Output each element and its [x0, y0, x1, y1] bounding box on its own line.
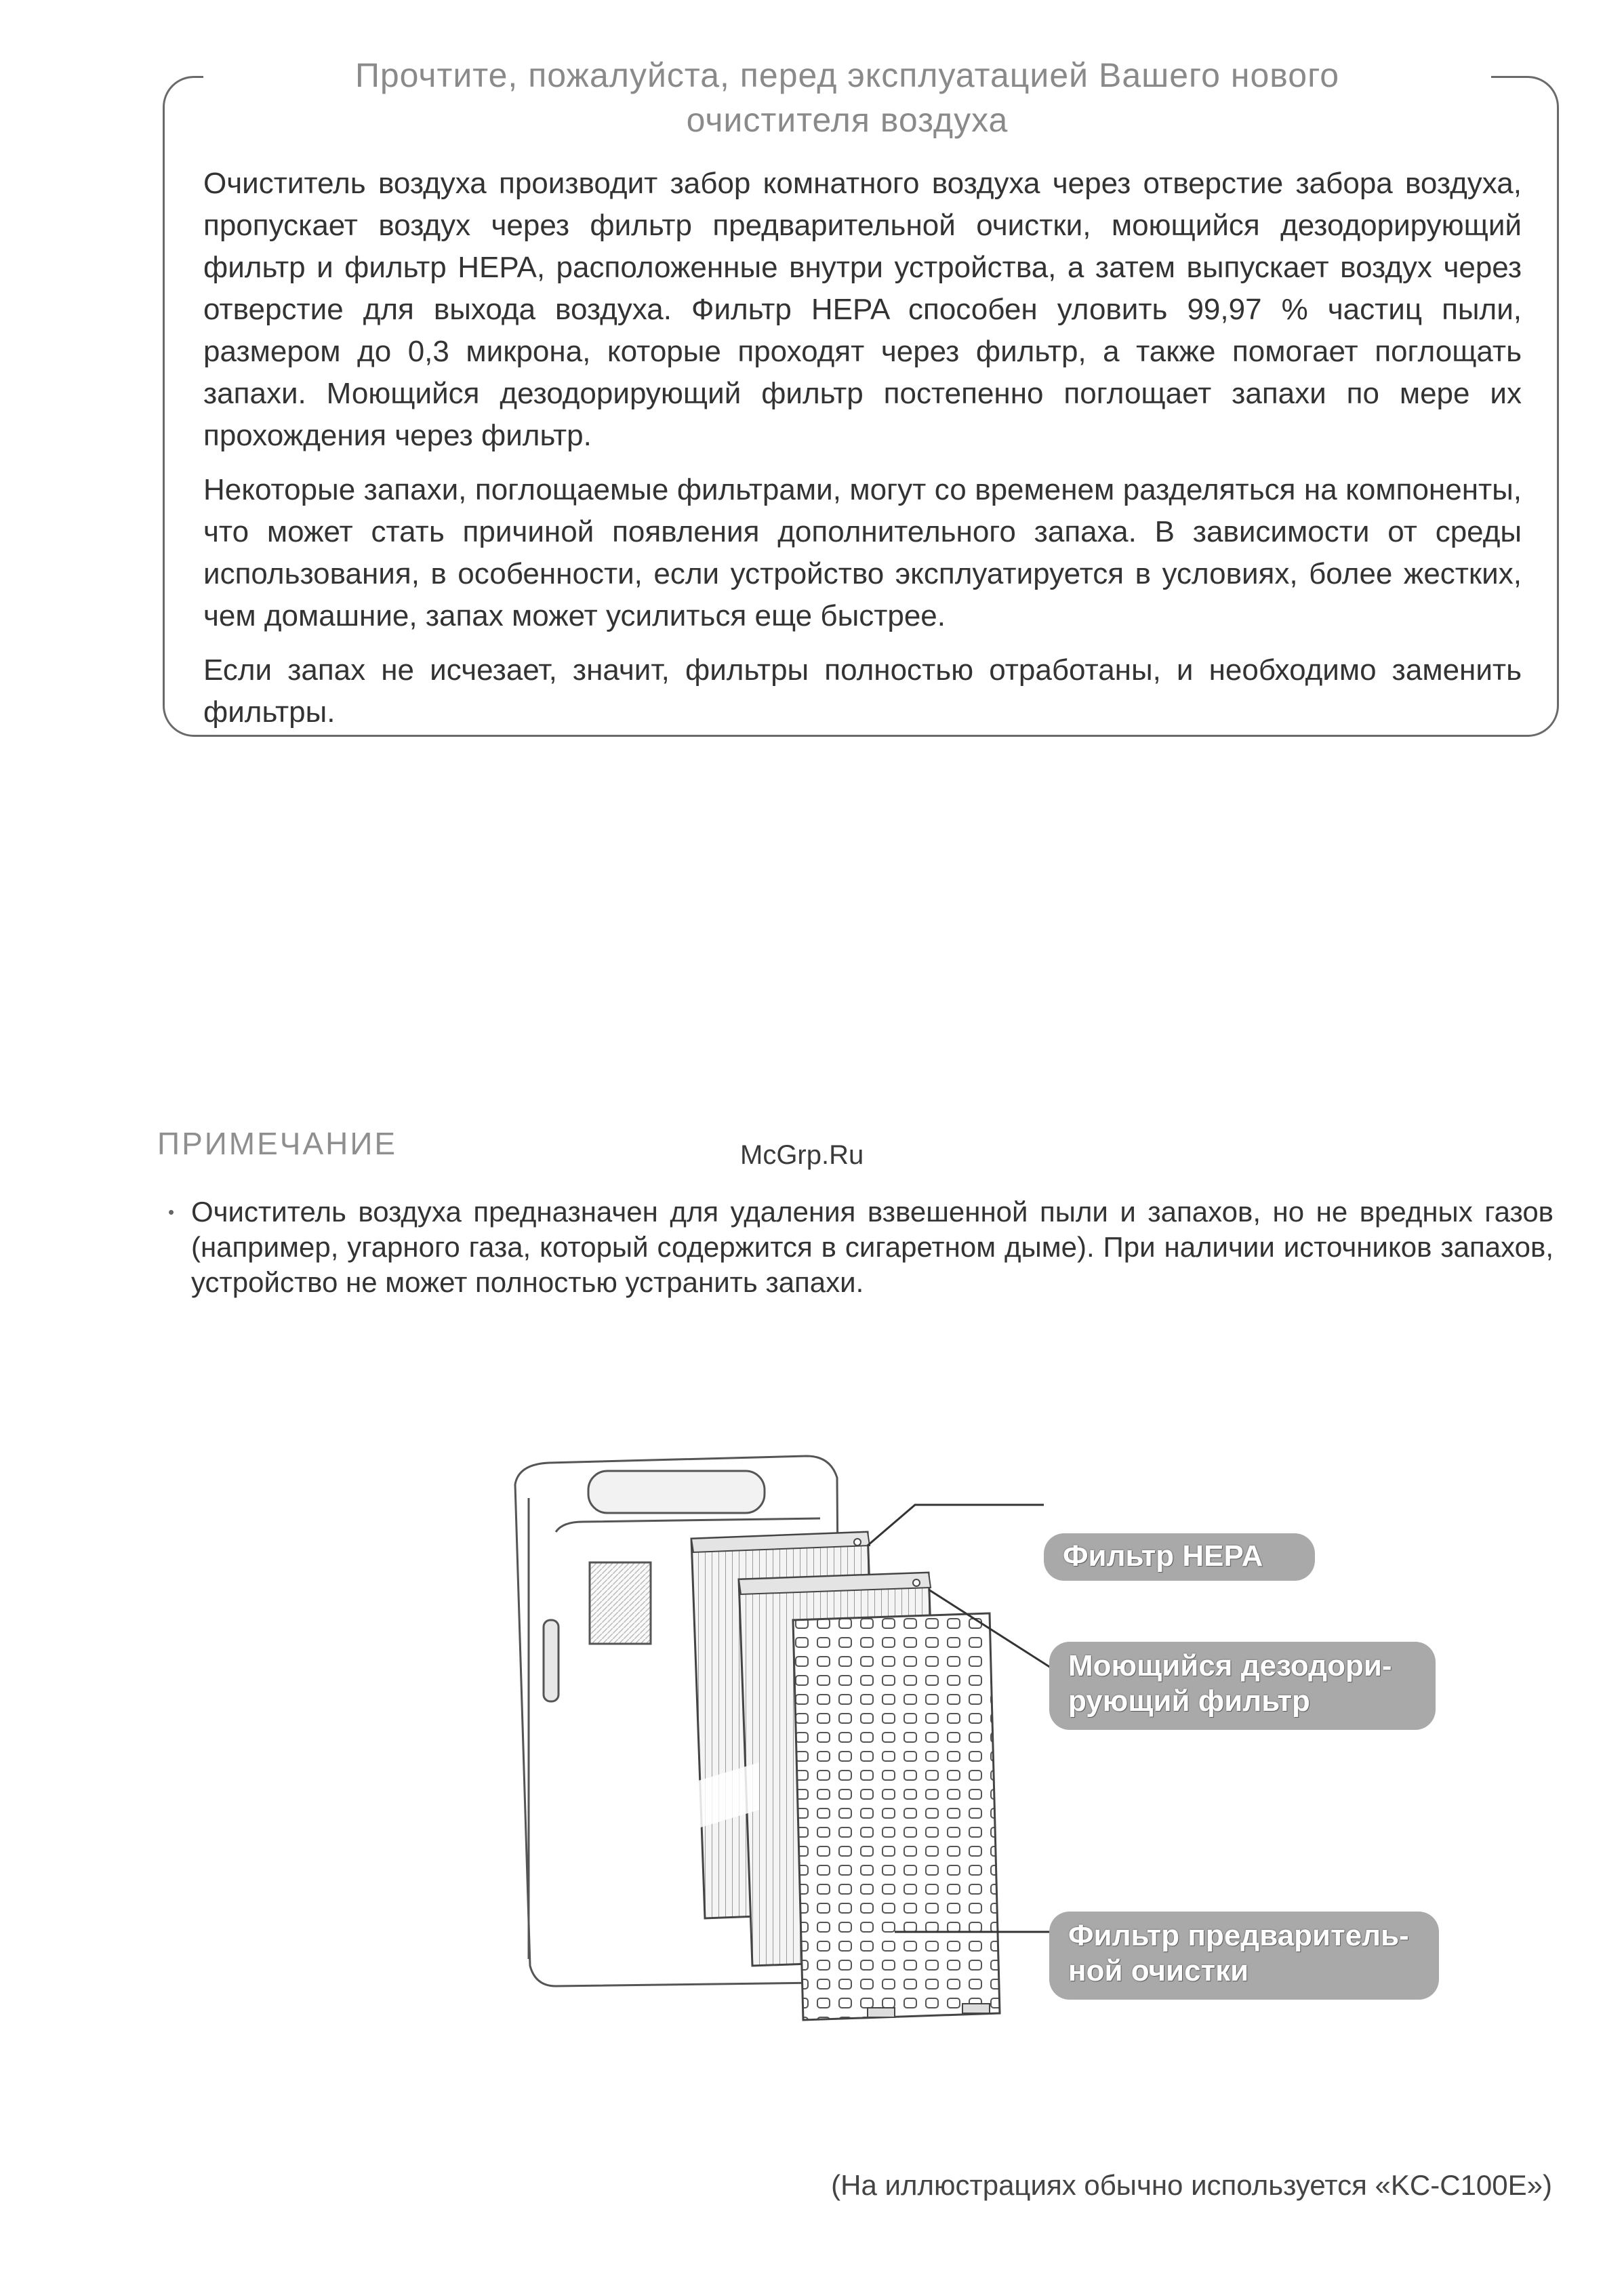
- illustration-footnote: (На иллюстрациях обычно используется «KC-C100E»): [831, 2169, 1552, 2201]
- notice-title-line1: Прочтите, пожалуйста, перед эксплуатацией Вашего нового: [339, 53, 1356, 98]
- notice-paragraph-1: Очиститель воздуха производит забор комнатного воздуха через отверстие забора воздуха, пропускает воздух через фильтр предварительной очистки, моющийся дезодорирующий фильтр и фильтр HEPA, расположенные внутри устройства, а затем выпускает воздух через отверстие для выхода воздуха. Фильтр HEPA способен уловить 99,97 % частиц пыли, размером до 0,3 микрона, которые проходят через фильтр, а также помогает поглощать запахи. Моющийся дезодорирующий фильтр постепенно поглощает запахи по мере их прохождения через фильтр.: [203, 167, 1522, 452]
- pre-filter-shape: [793, 1613, 1000, 2020]
- watermark: McGrp.Ru: [740, 1140, 864, 1170]
- note-heading: ПРИМЕЧАНИЕ: [157, 1126, 398, 1161]
- notice-paragraph-3: Если запах не исчезает, значит, фильтры полностью отработаны, и необходимо заменить фильтры.: [203, 653, 1522, 729]
- notice-body: [203, 163, 1522, 746]
- notice-title-line2: очистителя воздуха: [686, 101, 1009, 139]
- callout-hepa-label: Фильтр HEPA: [1063, 1539, 1263, 1573]
- callout-hepa-filter: [1044, 1533, 1315, 1581]
- callout-deodorizing-line2: рующий фильтр: [1068, 1684, 1310, 1718]
- notice-paragraph-2: Некоторые запахи, поглощаемые фильтрами, могут со временем разделяться на компоненты, что может стать причиной появления дополнительного запаха. В зависимости от среды использования, в особенности, если устройство эксплуатируется в условиях, более жестких, чем домашние, запах может усилиться еще быстрее.: [203, 473, 1522, 632]
- callout-deodorizing-filter: [1049, 1642, 1436, 1730]
- callout-deodorizing-line1: Моющийся дезодори-: [1068, 1649, 1392, 1682]
- callout-prefilter-line1: Фильтр предваритель-: [1068, 1919, 1409, 1952]
- note-bullet: •: [168, 1202, 175, 1222]
- notice-title: [203, 53, 1491, 142]
- note-text: Очиститель воздуха предназначен для удаления взвешенной пыли и запахов, но не вредных газов (например, угарного газа, который содержится в сигаретном дыме). При наличии источников запахов, устройство не может полностью устранить запахи.: [191, 1196, 1554, 1298]
- callout-prefilter-line2: ной очистки: [1068, 1954, 1249, 1987]
- callout-pre-filter: [1049, 1912, 1439, 2000]
